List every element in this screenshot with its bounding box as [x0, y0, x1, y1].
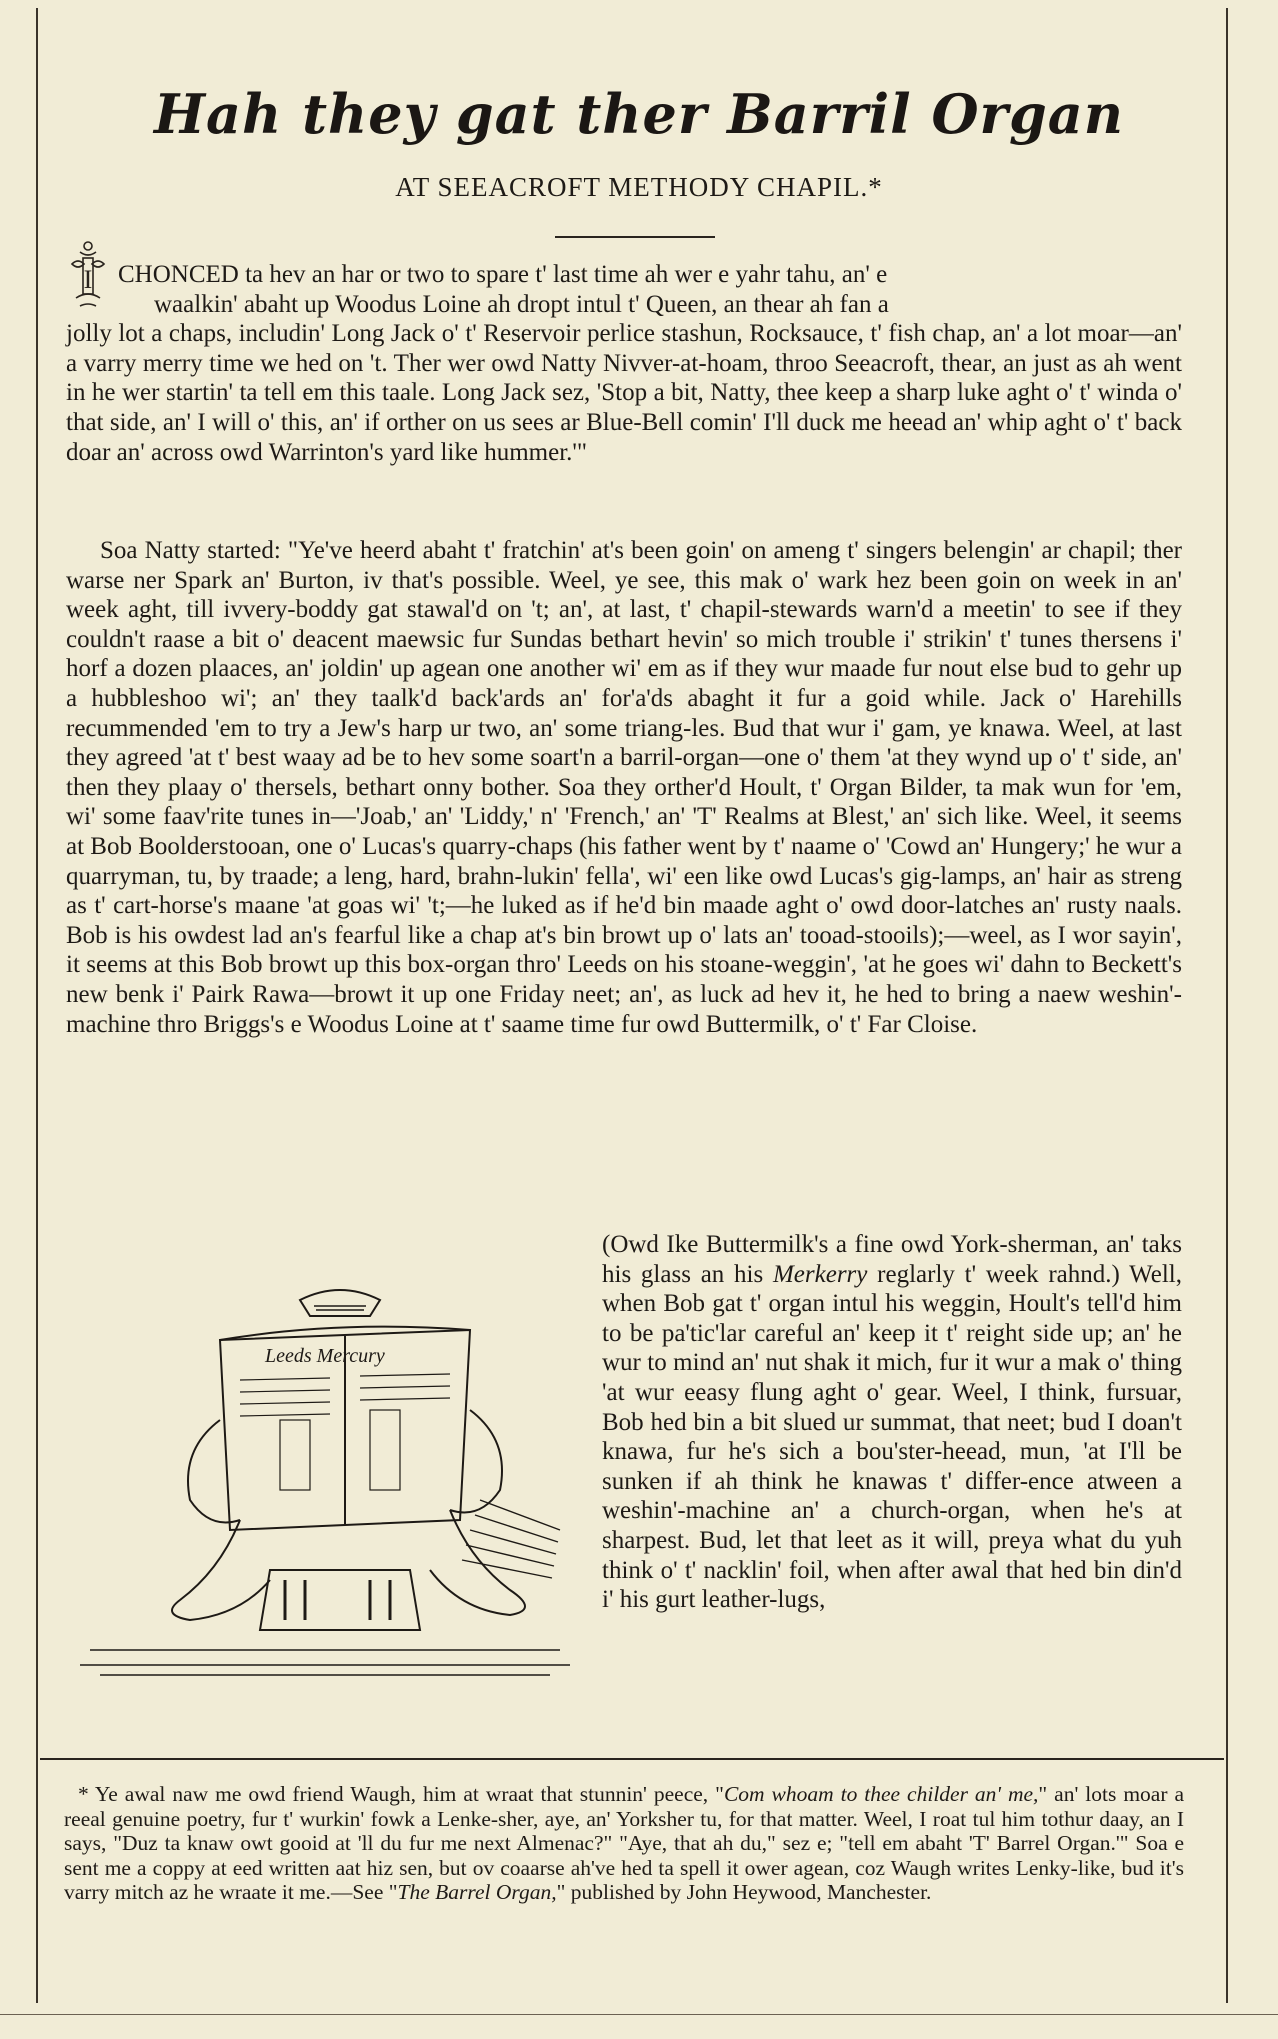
footnote	[64, 1782, 1184, 1905]
illustration-man-reading-newspaper	[70, 1270, 580, 1690]
footnote-part-3: " published by John Heywood, Manchester.	[556, 1880, 932, 1905]
footnote-italic-2: The Barrel Organ,	[397, 1880, 557, 1905]
paragraph-1-line-2: waalkin' abaht up Woodus Loine ah dropt intul t' Queen, an thear ah fan a	[154, 290, 889, 318]
dropcap-letter: I	[83, 265, 93, 294]
wrap-rest: reglarly t' week rahnd.) Well, when Bob gat t' organ intul his weggin, Hoult's tell'd him to be pa'tic'lar careful an' keep it t' reight side up; an' he wur to mind an' nut shak it mich, fur it wur a mak o' thing 'at wur eeasy flung aght o' gear. Weel, I think, fursuar, Bob hed bin a bit slued ur summat, that neet; bud I doan't knawa, fur he's sich a bou'ster-heead, mun, 'at I'll be sunken if ah think he knawas t' differ-ence atween a weshin'-machine an' a church-organ, when he's at sharpest. Bud, let that leet as it will, preya what du yuh think o' t' nacklin' foil, when after awal that hed bin din'd i' his gurt leather-lugs,	[602, 1260, 1182, 1614]
wrap-lead: (Owd Ike Buttermilk's a fine owd York-sherman, an' taks his glass an his	[602, 1231, 1182, 1288]
wrapped-column-text	[602, 1230, 1182, 1615]
footnote-divider	[40, 1758, 1224, 1760]
paragraph-1	[66, 260, 1182, 467]
page-bottom-edge	[0, 2014, 1278, 2015]
footnote-part-2: " an' lots moar a reeal genuine poetry, fur t' wurkin' fowk a Lenke-sher, aye, an' Yorksher tu, for that matter. Weel, I roat tul him tothur daay, an I says, "Duz ta knaw owt gooid at 'll du fur me next Almenac?" "Aye, that ah du," sez e; "tell em abaht 'T' Barrel Organ.'" Soa e sent me a coppy at eed written aat hiz sen, but ov coaarse ah've hed ta spell it ower agean, coz Waugh writes Lenky-like, bud it's varry mitch az he wraate it me.—See "	[64, 1782, 1184, 1905]
page-subtitle: AT SEEACROFT METHODY CHAPIL.*	[395, 172, 883, 202]
wrap-italic: Merkerry	[772, 1260, 868, 1288]
newspaper-masthead: Leeds Mercury	[265, 1345, 385, 1367]
title-divider	[555, 236, 715, 238]
paragraph-1-line-1: CHONCED ta hev an har or two to spare t' last time ah wer e yahr tahu, an' e	[118, 261, 888, 288]
page-title: Hah they gat ther Barril Organ	[154, 82, 1124, 146]
footnote-part-1: * Ye awal naw me owd friend Waugh, him at wraat that stunnin' peece, "	[78, 1782, 724, 1806]
footnote-italic-1: Com whoam to thee childer an' me,	[723, 1782, 1039, 1806]
paragraph-1-rest: jolly lot a chaps, includin' Long Jack o' t' Reservoir perlice stashun, Rocksauce, t' fish chap, an' a lot moar—an' a varry merry time we hed on 't. Ther wer owd Natty Nivver-at-hoam, throo Seeacroft, thear, an just as ah went in he wer startin' ta tell em this taale. Long Jack sez, 'Stop a bit, Natty, thee keep a sharp luke aght o' t' winda o' that side, an' I will o' this, an' if orther on us sees ar Blue-Bell comin' I'll duck me heead an' whip aght o' t' back doar an' across owd Warrinton's yard like hummer.'"	[66, 320, 1182, 466]
paragraph-2: Soa Natty started: "Ye've heerd abaht t' fratchin' at's been goin' on ameng t' singers belengin' ar chapil; ther warse ner Spark an' Burton, iv that's possible. Weel, ye see, this mak o' wark hez been goin on week in an' week aght, till ivvery-boddy gat stawal'd on 't; an', at last, t' chapil-stewards warn'd a meetin' to see if they couldn't raase a bit o' deacent maewsic fur Sundas bethart hevin' so mich trouble i' strikin' t' tunes thersens i' horf a dozen plaaces, an' joldin' up agean one another wi' em as if they wur maade fur nout else bud to gehr up a hubbleshoo wi'; an' they taalk'd back'ards an' for'a'ds abaght it fur a goid while. Jack o' Harehills recummended 'em to try a Jew's harp ur two, an' some triang-les. Bud that wur i' gam, ye knawa. Weel, at last they agreed 'at t' best waay ad be to hev some soart'n a barril-organ—one o' them 'at they wynd up o' t' side, an' then they plaay o' thersels, bethart onny bother. Soa they orther'd Hoult, t' Organ Bilder, ta mak wun for 'em, wi' some faav'rite tunes in—'Joab,' an' 'Liddy,' n' 'French,' an' 'T' Realms at Blest,' an' sich like. Weel, it seems at Bob Boolderstooan, one o' Lucas's quarry-chaps (his father went by t' naame o' 'Cowd an' Hungery;' he wur a quarryman, tu, by traade; a leng, hard, brahn-lukin' fella', wi' een like owd Lucas's gig-lamps, an' hair as streng as t' cart-horse's maane 'at goas wi' 't;—he luked as if he'd bin maade aght o' owd door-latches an' rusty naals. Bob is his owdest lad an's fearful like a chap at's bin browt up o' lats an' tooad-stooils);—weel, as I wor sayin', it seems at this Bob browt up this box-organ thro' Leeds on his stoane-weggin', 'at he goes wi' dahn to Beckett's new benk i' Pairk Rawa—browt it up one Friday neet; an', as luck ad hev it, he hed to bring a naew weshin'-machine thro Briggs's e Woodus Loine at t' saame time fur owd Buttermilk, o' t' Far Cloise.	[66, 537, 1182, 1038]
